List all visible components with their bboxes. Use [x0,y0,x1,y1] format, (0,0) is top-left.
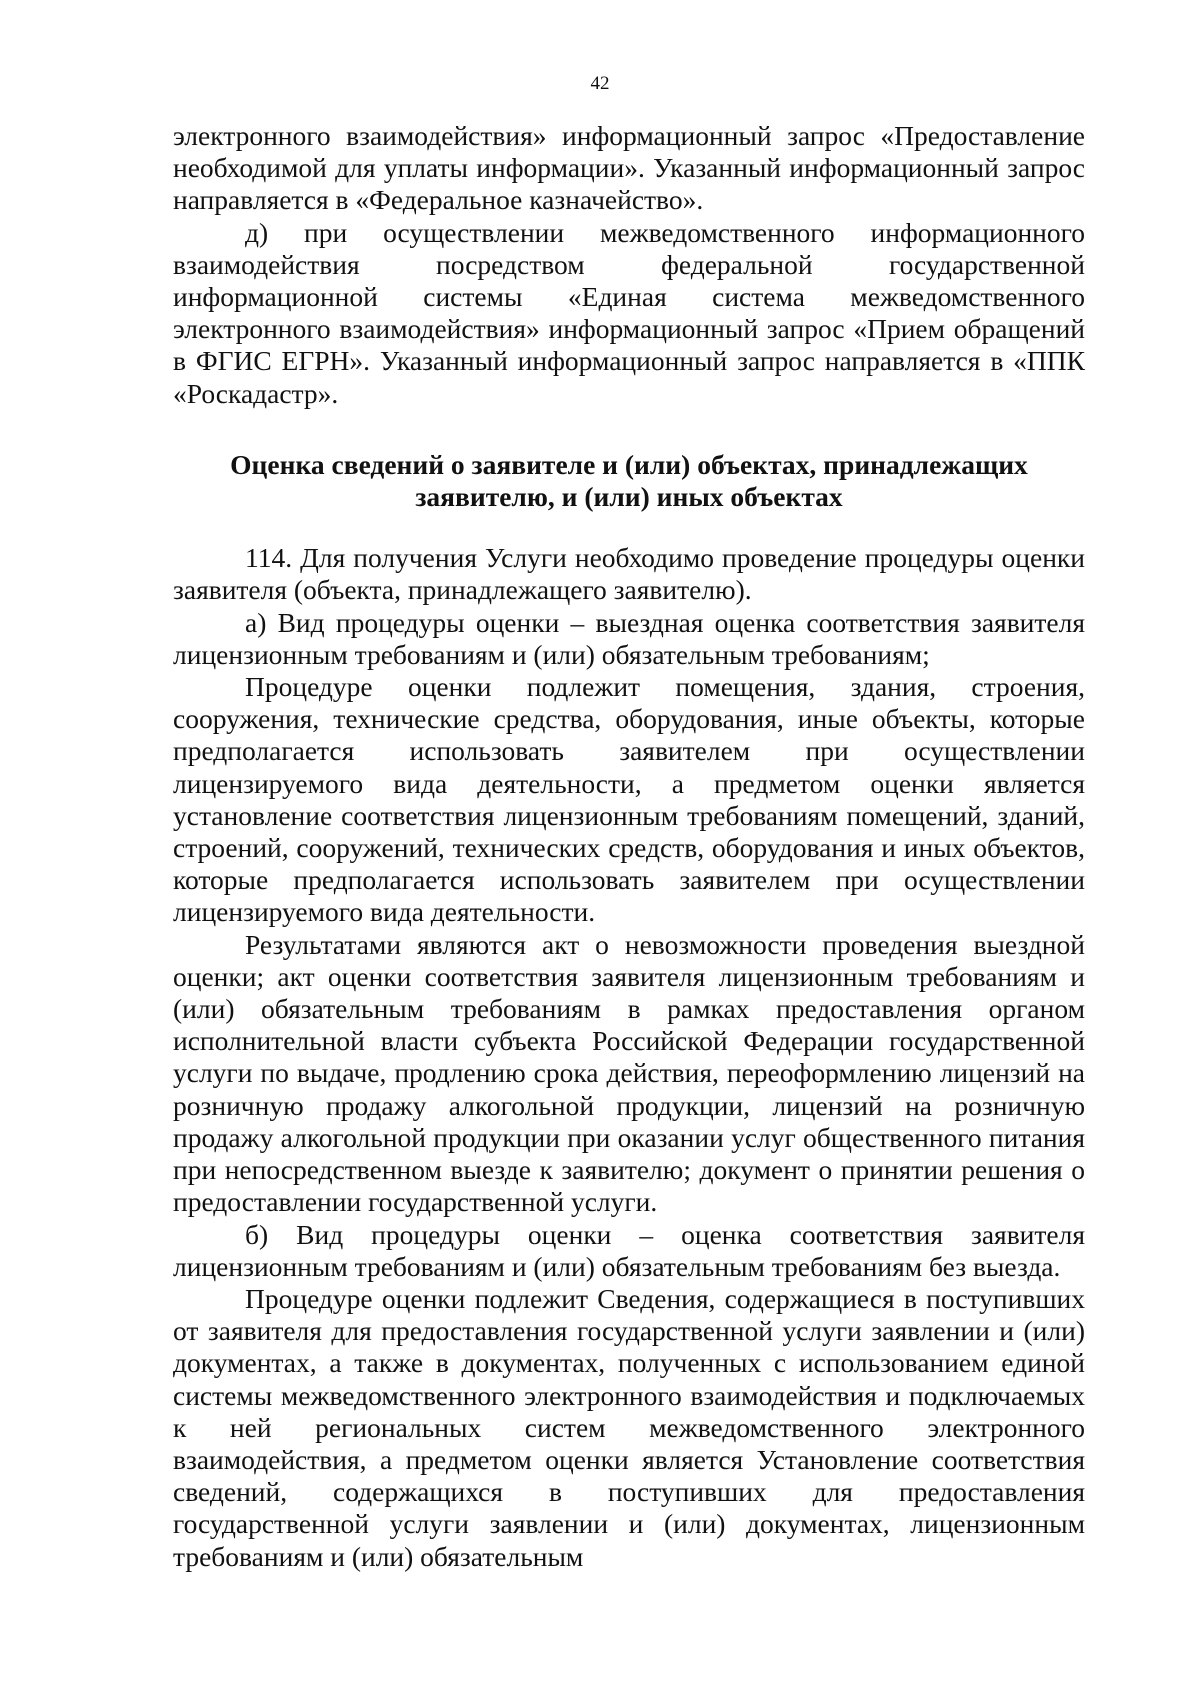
section-heading: Оценка сведений о заявителе и (или) объектах, принадлежащих заявителю, и (или) иных объектах [230,448,1028,513]
page-number: 42 [590,73,610,94]
paragraph-114: 114. Для получения Услуги необходимо проведение процедуры оценки заявителя (объекта, принадлежащего заявителю). [173,542,1085,606]
document-body [173,120,1085,1573]
paragraph-assessment-subject-b: Процедуре оценки подлежит Сведения, содержащиеся в поступивших от заявителя для предоставления государственной услуги заявлении и (или) документах, а также в документах, полученных с использованием единой системы межведомственного электронного взаимодействия и подключаемых к ней региональных систем межведомственного электронного взаимодействия, а предметом оценки является Установление соответствия сведений, содержащихся в поступивших для предоставления государственной услуги заявлении и (или) документах, лицензионным требованиям и (или) обязательным [173,1282,1085,1572]
paragraph-assessment-subject-a: Процедуре оценки подлежит помещения, здания, строения, сооружения, технические средства, оборудования, иные объекты, которые предполагается использовать заявителем при осуществлении лицензируемого вида деятельности, а предметом оценки является установление соответствия лицензионным требованиям помещений, зданий, строений, сооружений, технических средств, оборудования и иных объектов, которые предполагается использовать заявителем при осуществлении лицензируемого вида деятельности. [173,671,1085,928]
paragraph-item-d: д) при осуществлении межведомственного информационного взаимодействия посредством федеральной государственной информационной системы «Единая система межведомственного электронного взаимодействия» информационный запрос «Прием обращений в ФГИС ЕГРН». Указанный информационный запрос направляется в «ППК «Роскадастр». [173,216,1085,409]
paragraph-item-a: а) Вид процедуры оценки – выездная оценка соответствия заявителя лицензионным требованиям и (или) обязательным требованиям; [173,606,1085,670]
paragraph-item-b: б) Вид процедуры оценки – оценка соответствия заявителя лицензионным требованиям и (или) обязательным требованиям без выезда. [173,1218,1085,1282]
paragraph-continued: электронного взаимодействия» информационный запрос «Предоставление необходимой для уплаты информации». Указанный информационный запрос направляется в «Федеральное казначейство». [173,120,1085,216]
paragraph-results: Результатами являются акт о невозможности проведения выездной оценки; акт оценки соответствия заявителя лицензионным требованиям и (или) обязательным требованиям в рамках предоставления органом исполнительной власти субъекта Российской Федерации государственной услуги по выдаче, продлению срока действия, переоформлению лицензий на розничную продажу алкогольной продукции, лицензий на розничную продажу алкогольной продукции при оказании услуг общественного питания при непосредственном выезде к заявителю; документ о принятии решения о предоставлении государственной услуги. [173,928,1085,1218]
